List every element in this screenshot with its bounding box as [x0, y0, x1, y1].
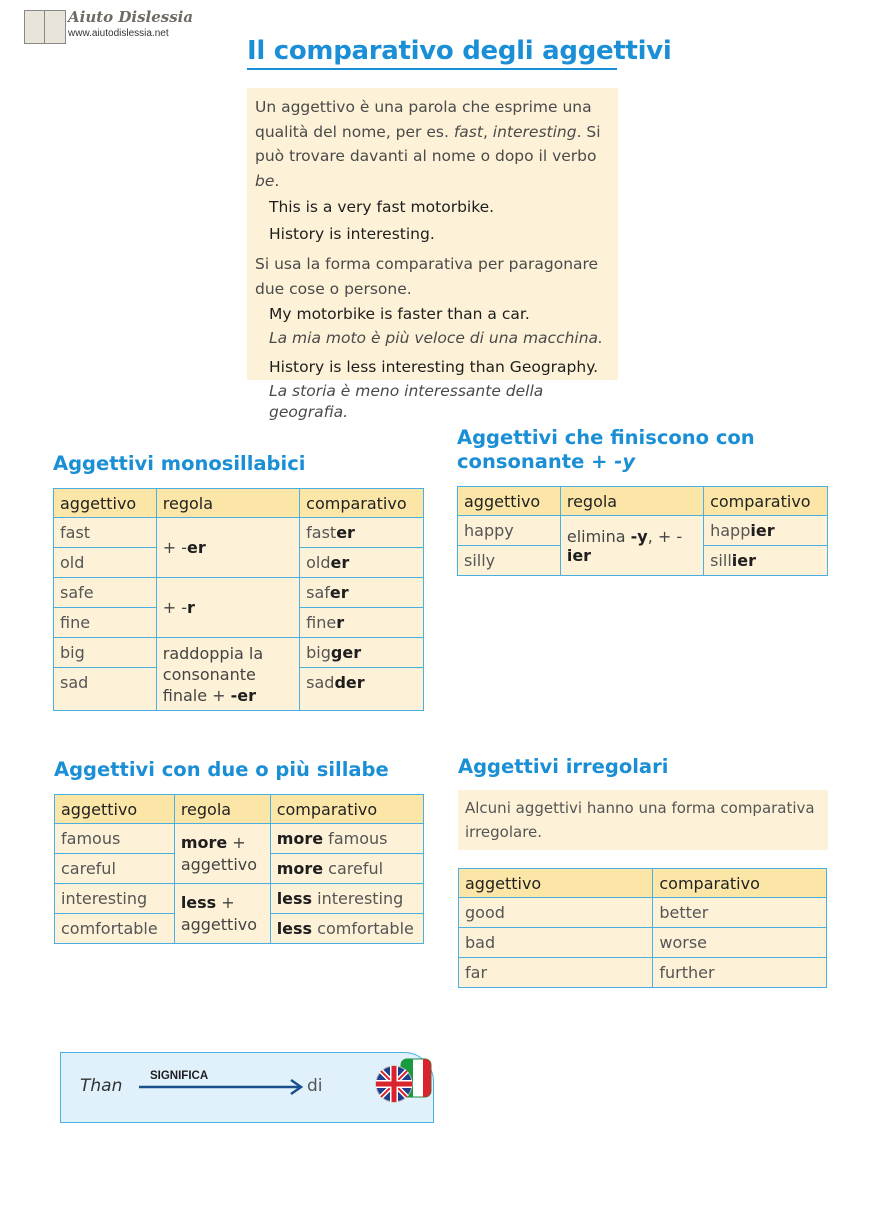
adjective-cell: silly	[458, 546, 561, 576]
comparative-cell: older	[300, 548, 424, 578]
table-header-row	[458, 487, 828, 516]
meaning-word: di	[307, 1076, 323, 1096]
multi-table	[54, 794, 424, 944]
section-heading-multi: Aggettivi con due o più sillabe	[54, 758, 389, 781]
adjective-cell: careful	[55, 854, 175, 884]
comparative-cell: less interesting	[270, 884, 423, 914]
example-sentence: History is interesting.	[269, 225, 435, 243]
adjective-cell: famous	[55, 824, 175, 854]
comparative-cell: further	[653, 958, 827, 988]
comparative-cell: more famous	[270, 824, 423, 854]
example-sentence: This is a very fast motorbike.	[269, 198, 495, 216]
rule-cell: + -r	[156, 578, 299, 638]
rule-cell: raddoppia la consonante finale + -er	[156, 638, 299, 711]
adjective-cell: far	[459, 958, 653, 988]
arrow-label: SIGNIFICA	[150, 1070, 209, 1082]
adjective-cell: old	[54, 548, 157, 578]
cons-y-table	[457, 486, 828, 576]
rule-cell: elimina -y, + -ier	[560, 516, 703, 576]
table-row	[459, 928, 827, 958]
table-row	[54, 518, 424, 548]
intro-paragraph-2: Si usa la forma comparativa per paragonare due cose o persone.	[255, 255, 599, 298]
intro-box	[247, 88, 618, 421]
column-header: aggettivo	[54, 489, 157, 518]
adjective-cell: bad	[459, 928, 653, 958]
column-header: regola	[560, 487, 703, 516]
adjective-cell: fine	[54, 608, 157, 638]
mono-table	[53, 488, 424, 711]
irregular-table	[458, 868, 827, 988]
column-header: comparativo	[704, 487, 828, 516]
column-header: regola	[156, 489, 299, 518]
adjective-cell: sad	[54, 668, 157, 711]
adjective-cell: big	[54, 638, 157, 668]
adjective-cell: fast	[54, 518, 157, 548]
column-header: comparativo	[653, 869, 827, 898]
logo-name: Aiuto Dislessia	[68, 8, 194, 26]
rule-cell: more + aggettivo	[174, 824, 270, 884]
comparative-cell: safer	[300, 578, 424, 608]
arrow-icon	[139, 1077, 305, 1099]
table-row	[55, 884, 424, 914]
table-row	[459, 898, 827, 928]
table-row	[54, 578, 424, 608]
comparative-cell: sadder	[300, 668, 424, 711]
adjective-cell: good	[459, 898, 653, 928]
intro-paragraph-1: Un aggettivo è una parola che esprime una qualità del nome, per es. fast, interesting. Si può trovare davanti al nome o dopo il verbo be.	[255, 98, 601, 190]
comparative-cell: faster	[300, 518, 424, 548]
table-row	[54, 638, 424, 668]
rule-cell: + -er	[156, 518, 299, 578]
table-header-row	[459, 869, 827, 898]
book-icon	[24, 10, 66, 44]
example-sentence: History is less interesting than Geography.	[269, 358, 599, 376]
comparative-cell: worse	[653, 928, 827, 958]
comparative-cell: bigger	[300, 638, 424, 668]
section-heading-cons-y: Aggettivi che finiscono con consonante + -y	[457, 426, 755, 473]
section-heading-irregular: Aggettivi irregolari	[458, 755, 669, 778]
column-header: comparativo	[300, 489, 424, 518]
adjective-cell: safe	[54, 578, 157, 608]
adjective-cell: happy	[458, 516, 561, 546]
table-row	[55, 824, 424, 854]
table-header-row	[55, 795, 424, 824]
table-row	[459, 958, 827, 988]
irregular-note: Alcuni aggettivi hanno una forma comparativa irregolare.	[458, 790, 828, 850]
comparative-cell: better	[653, 898, 827, 928]
column-header: aggettivo	[458, 487, 561, 516]
column-header: aggettivo	[459, 869, 653, 898]
comparative-cell: happier	[704, 516, 828, 546]
column-header: comparativo	[270, 795, 423, 824]
section-heading-mono: Aggettivi monosillabici	[53, 452, 306, 475]
site-logo	[22, 8, 194, 46]
comparative-cell: more careful	[270, 854, 423, 884]
adjective-cell: comfortable	[55, 914, 175, 944]
table-row	[458, 516, 828, 546]
uk-italy-flags-icon	[374, 1056, 434, 1106]
comparative-cell: less comfortable	[270, 914, 423, 944]
page-title: Il comparativo degli aggettivi	[247, 36, 617, 70]
logo-url: www.aiutodislessia.net	[68, 28, 169, 39]
column-header: aggettivo	[55, 795, 175, 824]
adjective-cell: interesting	[55, 884, 175, 914]
column-header: regola	[174, 795, 270, 824]
comparative-cell: finer	[300, 608, 424, 638]
than-word: Than	[80, 1076, 123, 1096]
table-header-row	[54, 489, 424, 518]
comparative-cell: sillier	[704, 546, 828, 576]
example-translation: La mia moto è più veloce di una macchina.	[269, 329, 603, 347]
example-translation: La storia è meno interessante della geografia.	[269, 382, 544, 421]
rule-cell: less + aggettivo	[174, 884, 270, 944]
than-box	[60, 1052, 434, 1123]
example-sentence: My motorbike is faster than a car.	[269, 305, 530, 323]
